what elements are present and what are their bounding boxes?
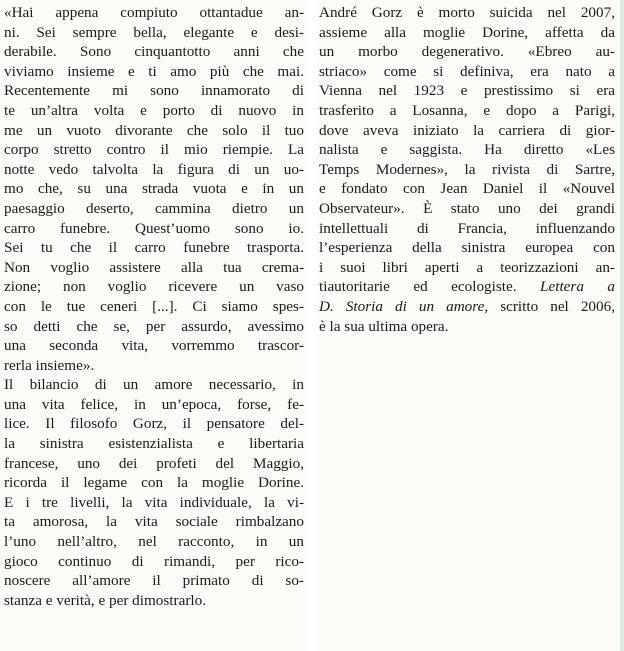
text-line: nalista e saggista. Ha diretto «Les — [319, 141, 615, 159]
text-line: Temps Modernes», la rivista di Sartre, — [319, 160, 615, 178]
text-line-with-title-start — [319, 277, 615, 297]
text-line: ta amorosa, la vita sociale rimbalzano — [4, 513, 304, 531]
text-line: la sinistra esistenzialista e libertaria — [4, 435, 304, 453]
column-gutter — [308, 0, 317, 651]
text-line-with-title-end — [319, 297, 615, 317]
text-line: paesaggio deserto, cammina dietro un — [4, 199, 304, 217]
text-line: una seconda vita, vorremmo trascor- — [4, 337, 304, 355]
text-line: trasferito a Losanna, e dopo a Parigi, — [319, 101, 615, 119]
text-line: Observateur». È stato uno dei grandi — [319, 199, 615, 217]
text-line: un morbo degenerativo. «Ebreo au- — [319, 43, 615, 61]
text-line: con le tue ceneri [...]. Ci siamo spes- — [4, 297, 304, 315]
text-line-paragraph-end: rerla insieme». — [4, 356, 95, 374]
text-line: Sei tu che il carro funebre trasporta. — [4, 239, 304, 257]
text-fragment: tiautoritarie ed ecologiste. — [319, 278, 517, 296]
text-line: l’uno nell’altro, nel racconto, in un — [4, 533, 304, 551]
text-line: intellettuali di Francia, influenzando — [319, 219, 615, 237]
text-line: so detti che se, per assurdo, avessimo — [4, 317, 304, 335]
text-line: notte vedo talvolta la figura di un uo- — [4, 160, 304, 178]
text-line: Recentemente mi sono innamorato di — [4, 82, 304, 100]
text-line: viviamo insieme e ti amo più che mai. — [4, 62, 304, 80]
text-line: mo che, su una strada vuota e in un — [4, 180, 304, 198]
text-line: l’esperienza della sinistra europea con — [319, 239, 615, 257]
text-line: Il bilancio di un amore necessario, in — [4, 376, 304, 394]
text-line-paragraph-end: è la sua ultima opera. — [319, 317, 449, 335]
text-line: ni. Sei sempre bella, elegante e desi- — [4, 23, 304, 41]
book-title-fragment: D. Storia di un amore — [319, 297, 485, 315]
text-line-paragraph-end: stanza e verità, e per dimostrarlo. — [4, 591, 206, 609]
text-line: striaco» come si definiva, era nato a — [319, 62, 615, 80]
page-edge — [620, 0, 624, 651]
text-line: carro funebre. Quest’uomo sono io. — [4, 219, 304, 237]
right-column — [319, 3, 615, 336]
text-line: corpo stretto contro il mio riempie. La — [4, 141, 304, 159]
text-line: Vienna nel 1923 e prestissimo si era — [319, 82, 615, 100]
text-line: E i tre livelli, la vita individuale, la vi- — [4, 493, 304, 511]
text-line: me un vuoto divorante che solo il tuo — [4, 121, 304, 139]
text-line: e fondato con Jean Daniel il «Nouvel — [319, 180, 615, 198]
text-line: André Gorz è morto suicida nel 2007, — [319, 4, 615, 21]
text-line: assieme alla moglie Dorine, affetta da — [319, 23, 615, 41]
text-line: una vita felice, in un’epoca, forse, fe- — [4, 395, 304, 413]
text-line: «Hai appena compiuto ottantadue an- — [4, 4, 304, 21]
text-line: gioco continuo di rimandi, per rico- — [4, 552, 304, 570]
left-column — [4, 3, 304, 610]
text-line: i suoi libri aperti a teorizzazioni an- — [319, 258, 615, 276]
text-line: derabile. Sono cinquantotto anni che — [4, 43, 304, 61]
text-line: francese, uno dei profeti del Maggio, — [4, 454, 304, 472]
text-line: Non voglio assistere alla tua crema- — [4, 258, 304, 276]
text-line: dove aveva iniziato la carriera di gior- — [319, 121, 615, 139]
text-fragment: , scritto nel 2006, — [484, 297, 615, 315]
text-line: noscere all’amore il primato di so- — [4, 572, 304, 590]
text-line: lice. Il filosofo Gorz, il pensatore del- — [4, 415, 304, 433]
book-title-fragment: Lettera a — [540, 278, 615, 296]
text-line: ricorda il legame con la moglie Dorine. — [4, 474, 304, 492]
text-line: te un’altra volta e porto di nuovo in — [4, 101, 304, 119]
text-line: zione; non voglio ricevere un vaso — [4, 278, 304, 296]
